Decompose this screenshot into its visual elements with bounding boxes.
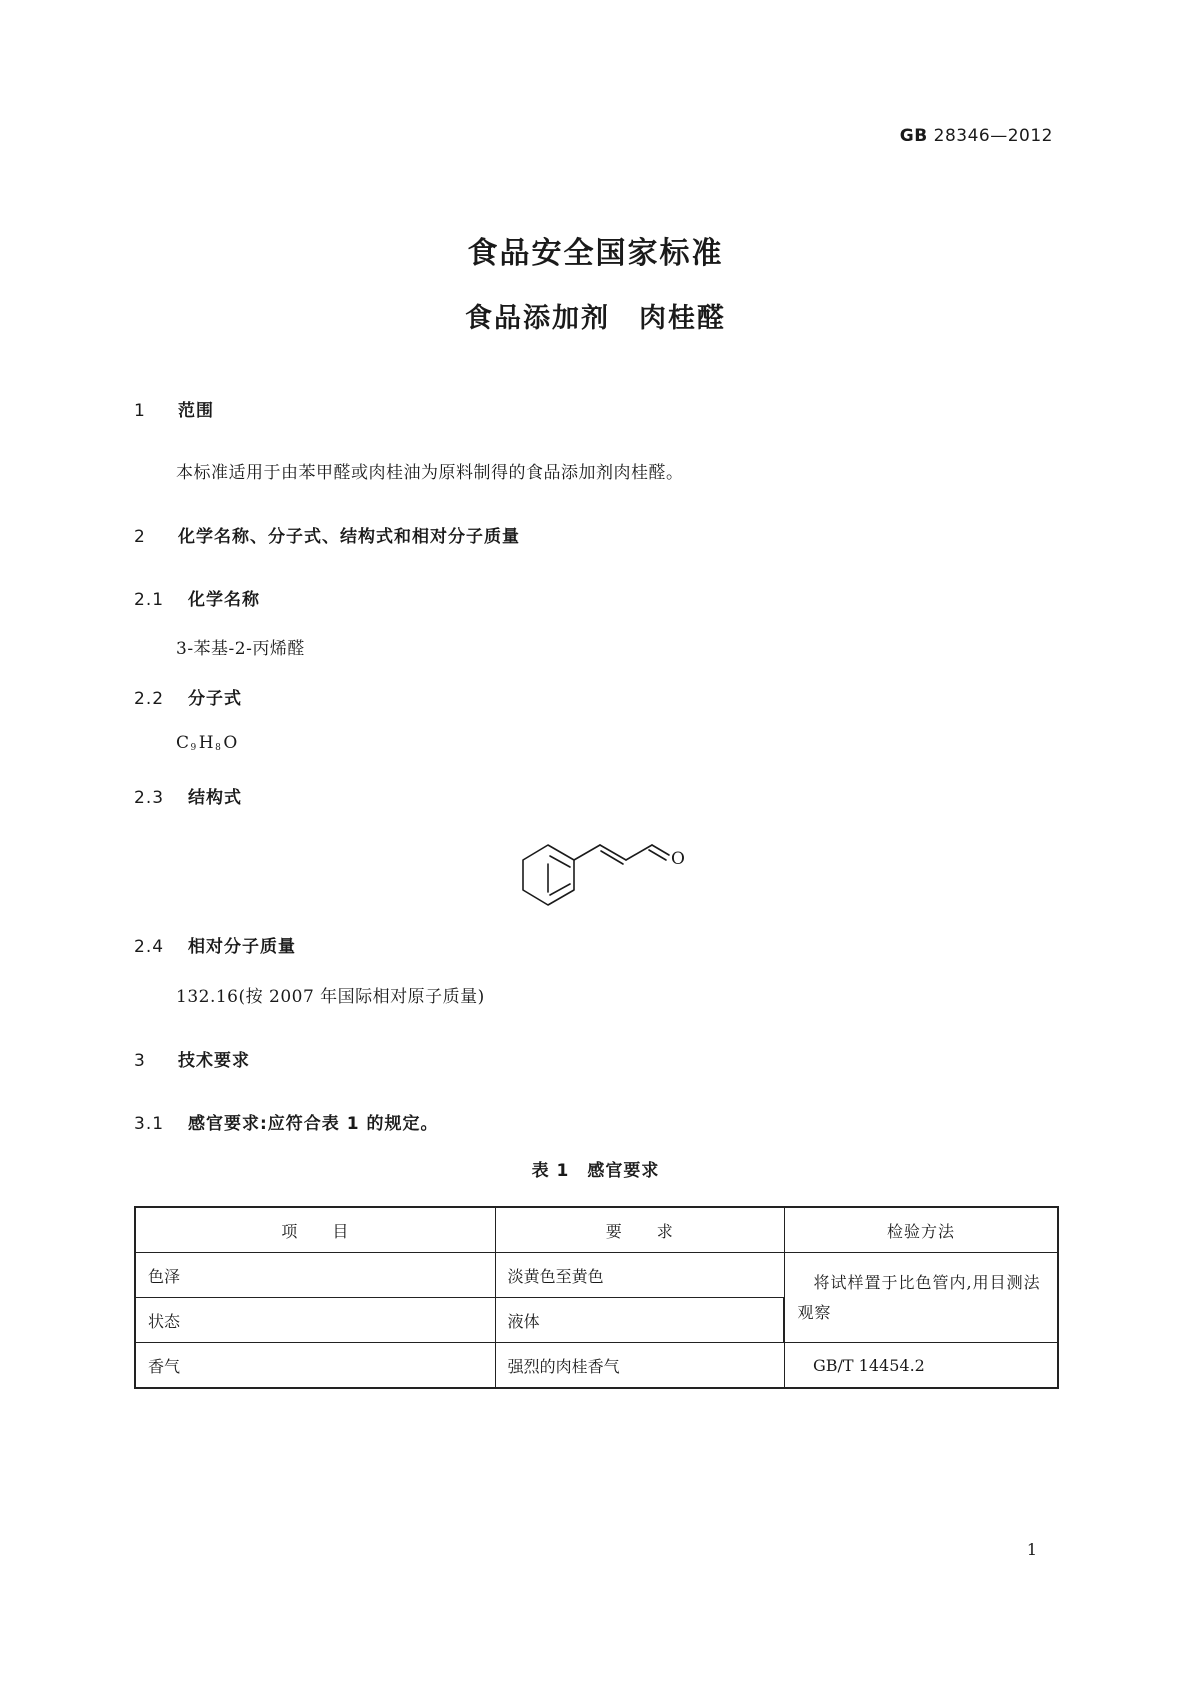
section-2-heading xyxy=(134,522,520,547)
section-title: 化学名称、分子式、结构式和相对分子质量 xyxy=(178,527,520,547)
table-header-item: 项 目 xyxy=(135,1207,495,1253)
section-title: 相对分子质量 xyxy=(188,937,296,957)
section-2-2-heading xyxy=(134,684,242,709)
chemical-name: 3-苯基-2-丙烯醛 xyxy=(176,639,305,659)
formula-oxygen: O xyxy=(223,733,238,753)
formula-carbon-count: 9 xyxy=(190,743,197,753)
section-title: 感官要求:应符合表 1 的规定。 xyxy=(188,1114,439,1134)
bond-single xyxy=(574,845,600,860)
section-title: 分子式 xyxy=(188,689,242,709)
section-2-4-heading xyxy=(134,932,296,957)
table-cell-method: GB/T 14454.2 xyxy=(784,1343,1058,1389)
section-number: 2.4 xyxy=(134,937,165,957)
section-3-heading xyxy=(134,1046,250,1071)
standard-code xyxy=(900,126,1053,146)
table-cell-requirement: 液体 xyxy=(495,1298,784,1343)
table-cell-item: 状态 xyxy=(135,1298,495,1343)
formula-hydrogen-count: 8 xyxy=(215,743,222,753)
method-text: 将试样置于比色管内,用目测法观察 xyxy=(797,1272,1041,1322)
section-number: 2.2 xyxy=(134,689,165,709)
section-3-1-heading xyxy=(134,1109,438,1134)
section-1-text: 本标准适用于由苯甲醛或肉桂油为原料制得的食品添加剂肉桂醛。 xyxy=(176,463,684,483)
section-title: 化学名称 xyxy=(188,590,260,610)
section-title: 技术要求 xyxy=(178,1051,250,1071)
document-title: 食品安全国家标准 xyxy=(467,236,724,271)
table-header-requirement: 要 求 xyxy=(495,1207,784,1253)
table-row xyxy=(135,1343,1058,1389)
section-number: 2 xyxy=(134,527,146,547)
standard-prefix: GB xyxy=(899,126,928,146)
formula-hydrogen: H xyxy=(198,733,215,753)
bond-double-b xyxy=(601,851,623,864)
section-number: 2.1 xyxy=(134,590,165,610)
section-2-3-heading xyxy=(134,783,242,808)
section-2-1-heading xyxy=(134,585,260,610)
table-row xyxy=(135,1253,1058,1298)
table-cell-requirement: 强烈的肉桂香气 xyxy=(495,1343,784,1389)
table-cell-method-merged xyxy=(784,1253,1058,1343)
formula-carbon: C xyxy=(176,733,190,753)
sensory-requirements-table xyxy=(134,1206,1059,1389)
table-cell-item: 香气 xyxy=(135,1343,495,1389)
bond-single xyxy=(626,845,652,860)
section-title: 结构式 xyxy=(188,788,242,808)
ring-inner-bond xyxy=(550,856,570,867)
table-header-method: 检验方法 xyxy=(784,1207,1058,1253)
structural-formula xyxy=(515,835,690,915)
table-cell-requirement: 淡黄色至黄色 xyxy=(495,1253,784,1298)
document-subtitle: 食品添加剂 肉桂醛 xyxy=(465,303,726,334)
molecular-formula xyxy=(176,733,238,753)
molecular-mass: 132.16(按 2007 年国际相对原子质量) xyxy=(176,987,485,1007)
section-number: 3.1 xyxy=(134,1114,165,1134)
page-number: 1 xyxy=(1026,1540,1037,1559)
section-number: 1 xyxy=(134,401,146,421)
section-1-heading xyxy=(134,396,214,421)
table-caption: 表 1 感官要求 xyxy=(531,1161,660,1181)
section-number: 2.3 xyxy=(134,788,165,808)
section-title: 范围 xyxy=(178,401,214,421)
table-header-row xyxy=(135,1207,1058,1253)
oxygen-label: O xyxy=(671,849,685,869)
table-cell-item: 色泽 xyxy=(135,1253,495,1298)
section-number: 3 xyxy=(134,1051,146,1071)
standard-number: 28346—2012 xyxy=(933,126,1053,146)
